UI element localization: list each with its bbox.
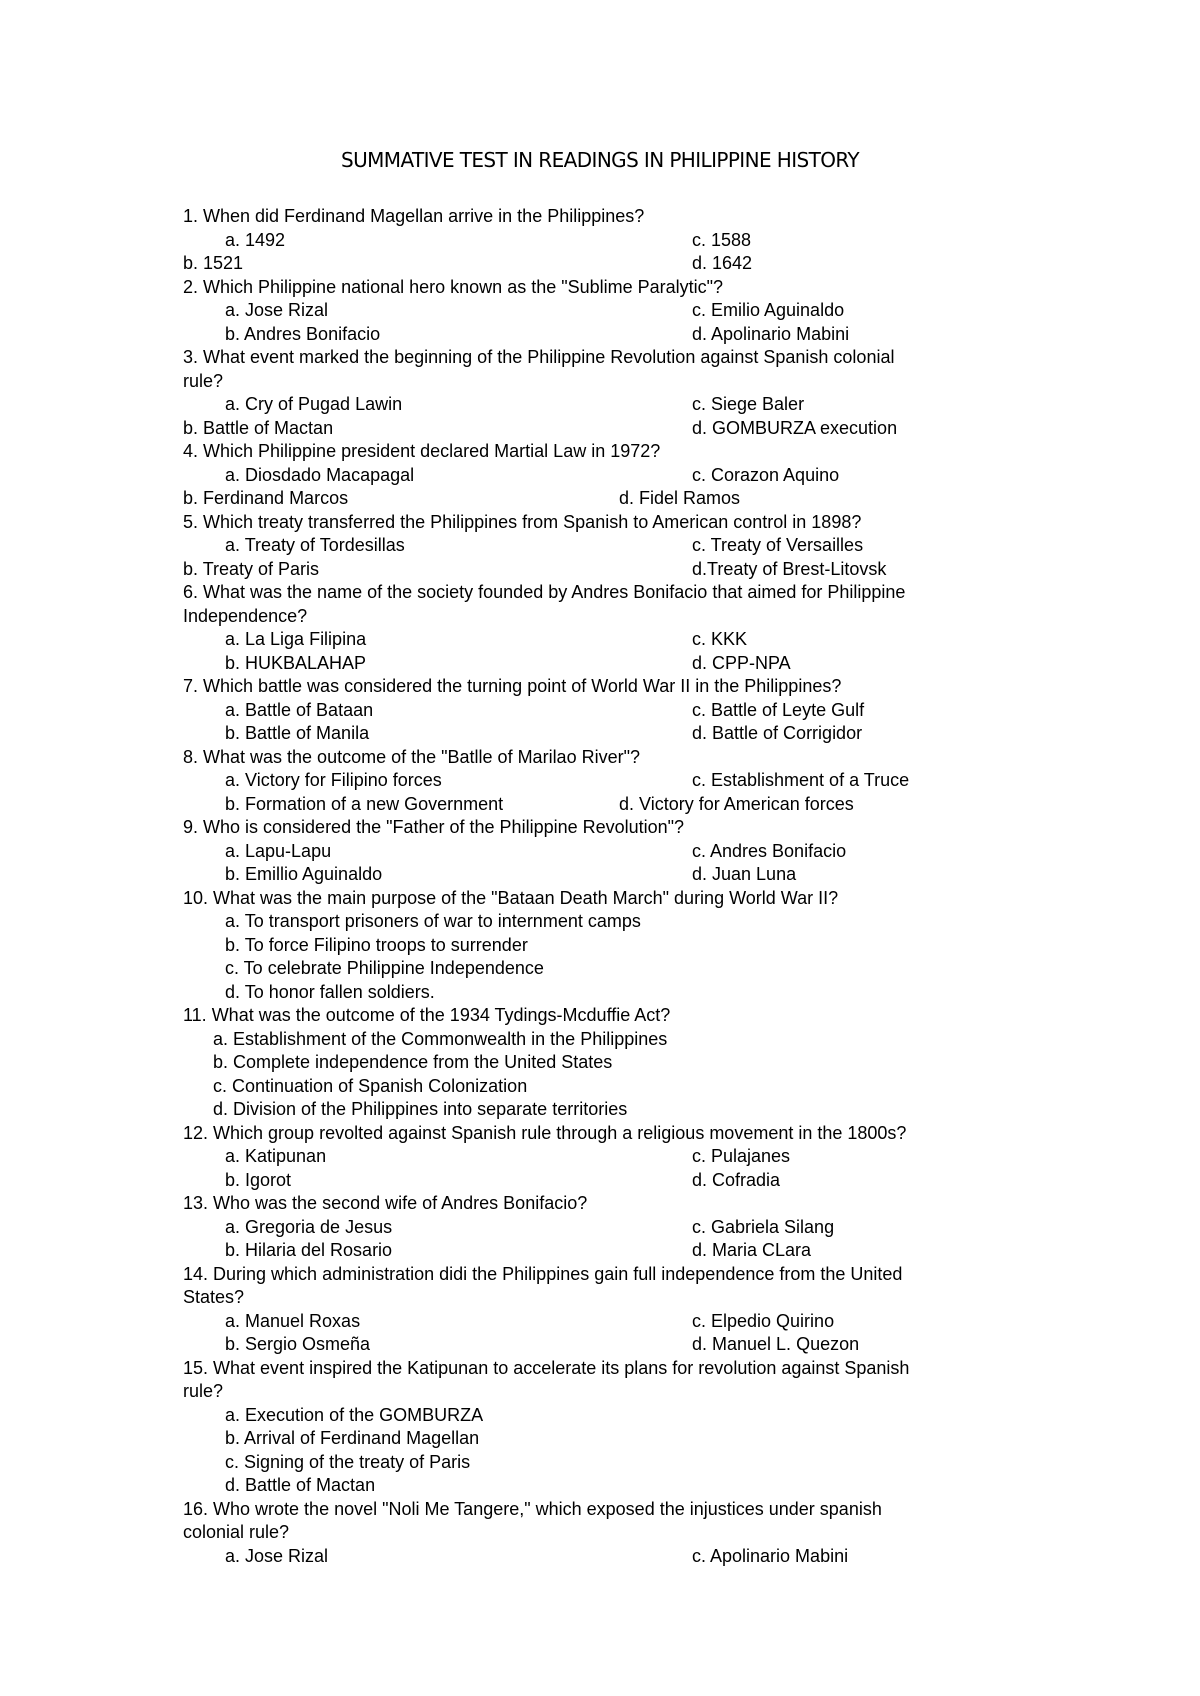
choice-row <box>183 534 1023 558</box>
choice-left: b. Ferdinand Marcos <box>183 488 349 508</box>
choice-left: b. Sergio Osmeña <box>225 1334 371 1354</box>
text-line <box>183 511 1023 535</box>
choice-text: a. Establishment of the Commonwealth in the Philippines <box>213 1028 668 1049</box>
text-line <box>183 581 1023 605</box>
choice-row <box>183 229 1023 253</box>
choice-right: c. Treaty of Versailles <box>692 535 864 555</box>
choice-right: c. KKK <box>692 629 748 649</box>
question-text: colonial rule? <box>183 1522 290 1542</box>
text-line <box>183 746 1023 770</box>
question-text: 9. Who is considered the "Father of the Philippine Revolution"? <box>183 817 685 837</box>
question-list <box>183 205 1023 1568</box>
text-line <box>183 1192 1023 1216</box>
choice-right: c. Battle of Leyte Gulf <box>692 699 865 720</box>
choice-right: d. Battle of Corrigidor <box>692 723 863 743</box>
choice-row <box>183 558 1023 582</box>
choice-row <box>183 323 1023 347</box>
choice-right: d. Manuel L. Quezon <box>692 1334 860 1354</box>
question-text: 7. Which battle was considered the turning point of World War II in the Philippines? <box>183 676 842 696</box>
text-line <box>183 1075 1023 1099</box>
choice-left: a. La Liga Filipina <box>225 629 367 649</box>
question-text: rule? <box>183 1381 224 1401</box>
question-text: 13. Who was the second wife of Andres Bonifacio? <box>183 1193 588 1213</box>
choice-right: d. Victory for American forces <box>619 793 854 814</box>
text-line <box>183 1380 1023 1404</box>
choice-text: a. To transport prisoners of war to internment camps <box>225 911 641 931</box>
question-text: 14. During which administration didi the Philippines gain full independence from the United <box>183 1263 903 1284</box>
choice-right: d. Cofradia <box>692 1169 781 1190</box>
choice-right: c. Apolinario Mabini <box>692 1545 849 1566</box>
choice-text: c. Signing of the treaty of Paris <box>225 1451 471 1472</box>
choice-left: b. Battle of Manila <box>225 723 370 743</box>
page-title: SUMMATIVE TEST IN READINGS IN PHILIPPINE HISTORY <box>341 148 859 172</box>
choice-left: a. Treaty of Tordesillas <box>225 535 405 555</box>
choice-row <box>183 393 1023 417</box>
choice-left: a. Katipunan <box>225 1146 327 1166</box>
choice-left: a. Gregoria de Jesus <box>225 1216 393 1237</box>
text-line <box>183 1404 1023 1428</box>
text-line <box>183 1028 1023 1052</box>
text-line <box>183 276 1023 300</box>
choice-right: c. Andres Bonifacio <box>692 840 847 861</box>
text-line <box>183 1051 1023 1075</box>
choice-right: d.Treaty of Brest-Litovsk <box>692 558 887 579</box>
question-text: 10. What was the main purpose of the "Bataan Death March" during World War II? <box>183 887 839 908</box>
choice-row <box>183 1145 1023 1169</box>
text-line <box>183 605 1023 629</box>
question-text: rule? <box>183 370 224 391</box>
choice-left: b. HUKBALAHAP <box>225 652 367 673</box>
choice-left: a. Battle of Bataan <box>225 699 374 720</box>
choice-left: a. Jose Rizal <box>225 300 329 320</box>
choice-row <box>183 840 1023 864</box>
text-line <box>183 887 1023 911</box>
choice-left: b. Formation of a new Government <box>225 793 504 814</box>
choice-left: a. Diosdado Macapagal <box>225 464 415 485</box>
choice-row <box>183 628 1023 652</box>
choice-left: b. Emillio Aguinaldo <box>225 864 383 884</box>
choice-row <box>183 1545 1023 1569</box>
choice-left: b. Igorot <box>225 1169 292 1190</box>
choice-right: d. Apolinario Mabini <box>692 323 850 344</box>
choice-right: d. GOMBURZA execution <box>692 417 898 438</box>
text-line <box>183 440 1023 464</box>
choice-row <box>183 699 1023 723</box>
text-line <box>183 346 1023 370</box>
text-line <box>183 1451 1023 1475</box>
text-line <box>183 1474 1023 1498</box>
choice-row <box>183 299 1023 323</box>
choice-text: b. To force Filipino troops to surrender <box>225 934 528 955</box>
text-line <box>183 1357 1023 1381</box>
choice-text: b. Complete independence from the United States <box>213 1052 613 1072</box>
choice-right: d. Juan Luna <box>692 864 797 884</box>
choice-right: c. 1588 <box>692 229 752 250</box>
text-line <box>183 1498 1023 1522</box>
text-line <box>183 1098 1023 1122</box>
text-line <box>183 816 1023 840</box>
choice-row <box>183 1310 1023 1334</box>
question-text: Independence? <box>183 605 308 626</box>
choice-row <box>183 863 1023 887</box>
text-line <box>183 910 1023 934</box>
text-line <box>183 934 1023 958</box>
choice-left: a. Manuel Roxas <box>225 1310 361 1331</box>
text-line <box>183 1004 1023 1028</box>
text-line <box>183 1263 1023 1287</box>
text-line <box>183 675 1023 699</box>
question-text: 12. Which group revolted against Spanish rule through a religious movement in the 1800s? <box>183 1122 907 1143</box>
question-text: 3. What event marked the beginning of the Philippine Revolution against Spanish colonial <box>183 347 895 367</box>
choice-right: c. Emilio Aguinaldo <box>692 300 845 320</box>
choice-left: b. 1521 <box>183 253 244 273</box>
question-text: 15. What event inspired the Katipunan to accelerate its plans for revolution against Spanish <box>183 1357 910 1378</box>
question-text: 4. Which Philippine president declared Martial Law in 1972? <box>183 441 661 461</box>
text-line <box>183 1521 1023 1545</box>
question-text: 1. When did Ferdinand Magellan arrive in the Philippines? <box>183 206 645 226</box>
choice-left: a. 1492 <box>225 229 286 250</box>
choice-right: d. CPP-NPA <box>692 652 791 673</box>
choice-right: c. Pulajanes <box>692 1146 791 1166</box>
choice-right: c. Siege Baler <box>692 394 805 414</box>
choice-left: a. Lapu-Lapu <box>225 840 332 861</box>
question-text: 16. Who wrote the novel "Noli Me Tangere," which exposed the injustices under spanish <box>183 1498 882 1519</box>
choice-left: b. Hilaria del Rosario <box>225 1240 393 1260</box>
text-line <box>183 1286 1023 1310</box>
choice-row <box>183 722 1023 746</box>
text-line <box>183 1122 1023 1146</box>
choice-row <box>183 252 1023 276</box>
choice-text: c. Continuation of Spanish Colonization <box>213 1075 528 1096</box>
choice-right: c. Elpedio Quirino <box>692 1310 835 1331</box>
question-text: States? <box>183 1287 245 1307</box>
choice-left: a. Jose Rizal <box>225 1545 329 1566</box>
choice-left: b. Andres Bonifacio <box>225 323 381 344</box>
choice-text: d. Battle of Mactan <box>225 1475 376 1495</box>
text-line <box>183 1427 1023 1451</box>
choice-text: d. Division of the Philippines into separate territories <box>213 1099 628 1119</box>
choice-row <box>183 1216 1023 1240</box>
choice-row <box>183 1239 1023 1263</box>
choice-text: c. To celebrate Philippine Independence <box>225 958 544 978</box>
text-line <box>183 957 1023 981</box>
question-text: 2. Which Philippine national hero known as the "Sublime Paralytic"? <box>183 276 724 297</box>
question-text: 6. What was the name of the society founded by Andres Bonifacio that aimed for Philippine <box>183 582 906 602</box>
choice-row <box>183 487 1023 511</box>
choice-right: c. Establishment of a Truce <box>692 770 910 790</box>
choice-row <box>183 464 1023 488</box>
text-line <box>183 370 1023 394</box>
choice-row <box>183 652 1023 676</box>
question-text: 8. What was the outcome of the "Batlle of Marilao River"? <box>183 746 640 767</box>
choice-text: b. Arrival of Ferdinand Magellan <box>225 1428 480 1448</box>
choice-row <box>183 1169 1023 1193</box>
choice-right: d. Fidel Ramos <box>619 488 741 508</box>
choice-text: a. Execution of the GOMBURZA <box>225 1404 484 1425</box>
text-line <box>183 981 1023 1005</box>
text-line <box>183 205 1023 229</box>
choice-row <box>183 1333 1023 1357</box>
choice-left: b. Battle of Mactan <box>183 417 334 438</box>
question-text: 5. Which treaty transferred the Philippines from Spanish to American control in 1898? <box>183 511 862 532</box>
choice-right: c. Corazon Aquino <box>692 464 840 485</box>
question-text: 11. What was the outcome of the 1934 Tydings-Mcduffie Act? <box>183 1005 671 1025</box>
choice-left: a. Victory for Filipino forces <box>225 770 442 790</box>
choice-row <box>183 417 1023 441</box>
choice-left: b. Treaty of Paris <box>183 558 320 579</box>
choice-right: d. 1642 <box>692 253 753 273</box>
choice-row <box>183 793 1023 817</box>
choice-text: d. To honor fallen soldiers. <box>225 981 435 1002</box>
choice-left: a. Cry of Pugad Lawin <box>225 394 403 414</box>
choice-right: d. Maria CLara <box>692 1240 812 1260</box>
choice-row <box>183 769 1023 793</box>
choice-right: c. Gabriela Silang <box>692 1216 835 1237</box>
